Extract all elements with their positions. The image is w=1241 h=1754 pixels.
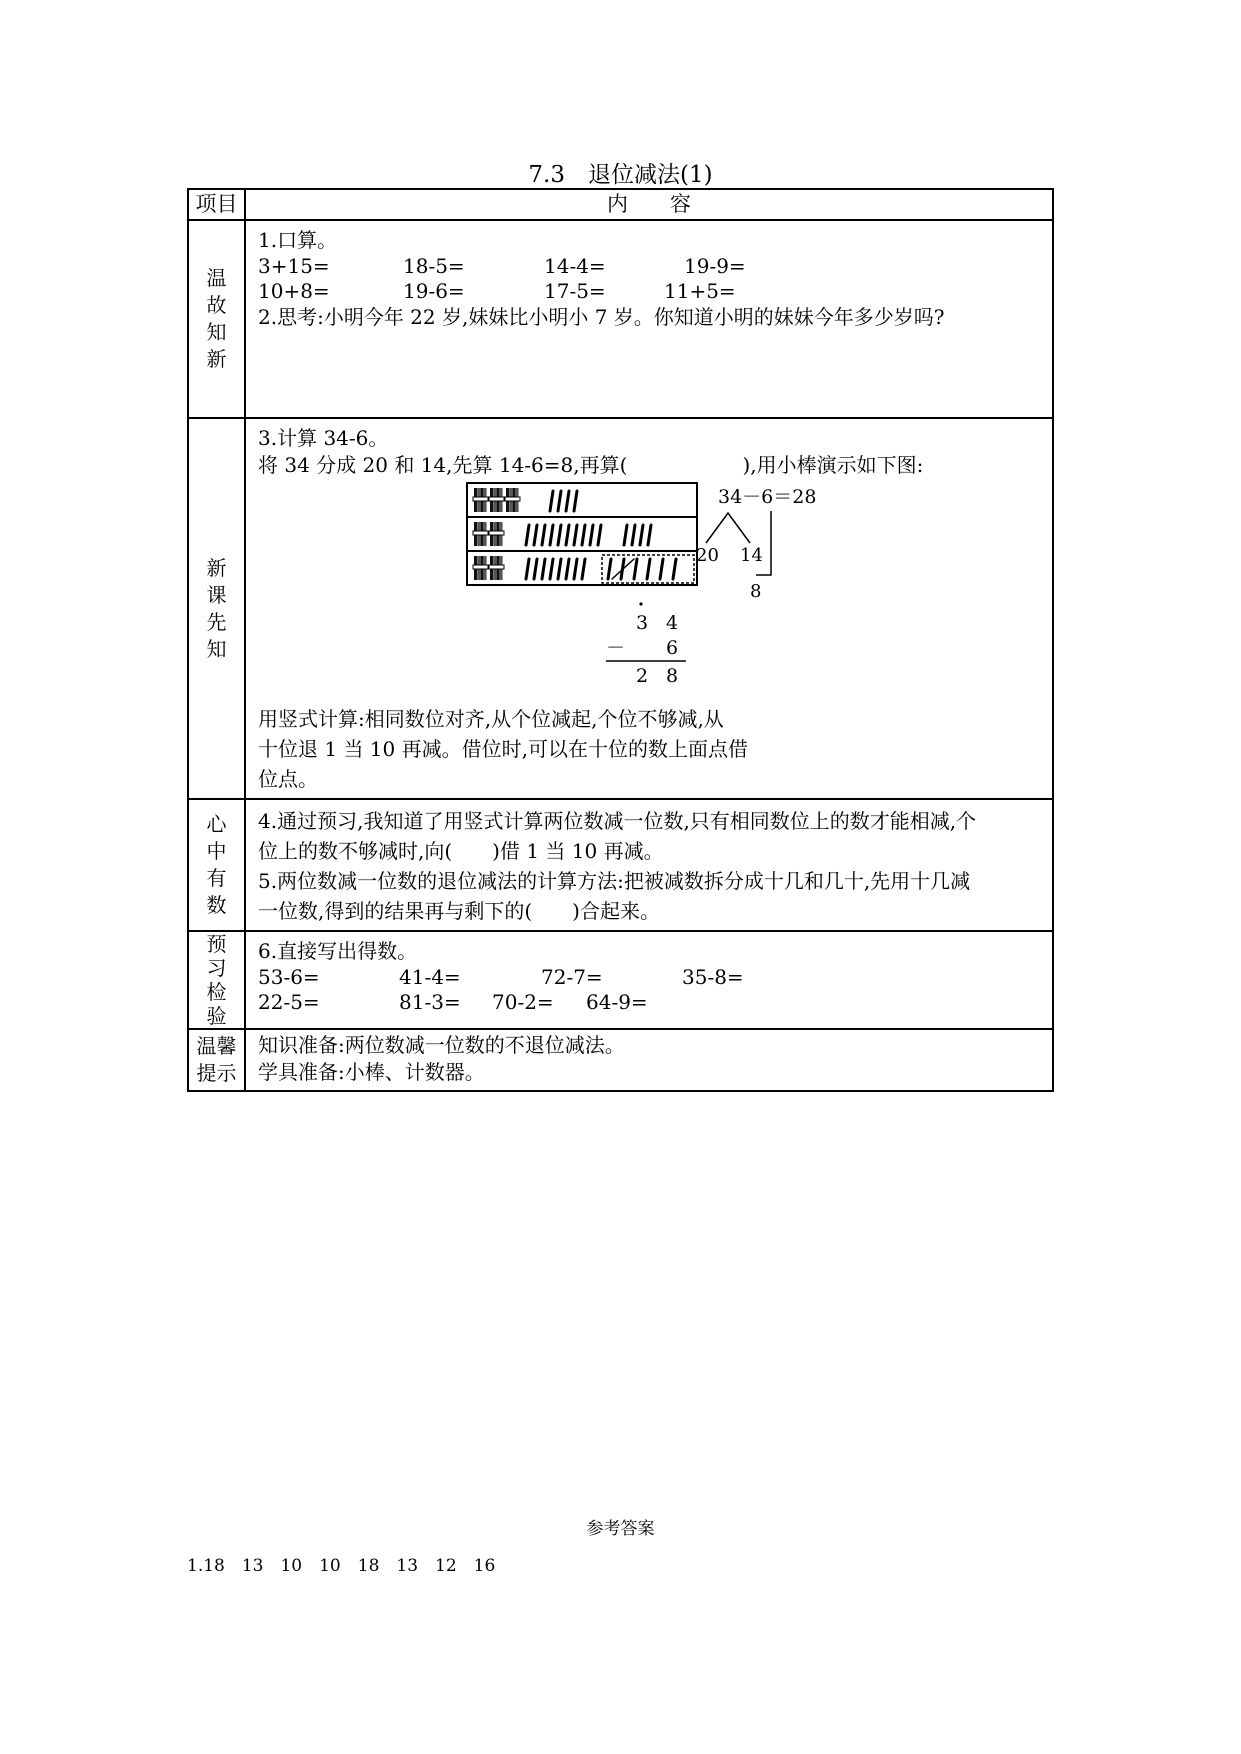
- q6-row-2: 22-5= 81-3= 70-2= 64-9=: [258, 990, 648, 1014]
- single-stick: [582, 525, 585, 545]
- single-stick: [574, 491, 577, 511]
- stick-bundle: [473, 522, 488, 546]
- q3-title: 3.计算 34-6。: [258, 426, 389, 450]
- tips-line-1: 知识准备:两位数减一位数的不退位减法。: [258, 1033, 625, 1057]
- vertical-subtrahend: 6: [666, 637, 679, 659]
- single-stick: [582, 559, 585, 579]
- single-stick: [542, 525, 545, 545]
- q1-title: 1.口算。: [258, 228, 338, 252]
- stick-bundle: [489, 522, 504, 546]
- borrow-dot: [639, 602, 642, 605]
- table-header-row: [188, 189, 1053, 220]
- vertical-result-ones: 8: [666, 665, 679, 687]
- single-stick: [550, 525, 553, 545]
- method-line-2: 十位退 1 当 10 再减。借位时,可以在十位的数上面点借: [258, 737, 748, 761]
- single-stick: [634, 559, 637, 579]
- single-stick: [526, 559, 529, 579]
- single-stick: [558, 559, 561, 579]
- single-stick: [542, 559, 545, 579]
- mind-label: 心 中 有 数: [188, 799, 245, 931]
- check-content: [245, 931, 1053, 1029]
- stick-bundle: [505, 488, 520, 512]
- q1-row-1: 3+15= 18-5= 14-4= 19-9=: [258, 254, 746, 278]
- header-project: 项目: [188, 189, 245, 220]
- single-stick: [550, 491, 553, 511]
- split-result: 8: [750, 581, 762, 602]
- single-stick: [632, 525, 635, 545]
- single-stick: [598, 525, 601, 545]
- single-stick: [526, 525, 529, 545]
- lesson-table: [187, 188, 1054, 1092]
- method-line-1: 用竖式计算:相同数位对齐,从个位减起,个位不够减,从: [258, 707, 724, 731]
- method-line-3: 位点。: [258, 767, 318, 791]
- q5-line-1: 5.两位数减一位数的退位减法的计算方法:把被减数拆分成十几和几十,先用十几减: [258, 869, 971, 893]
- single-stick: [558, 525, 561, 545]
- section-check: [188, 931, 1053, 1029]
- single-stick: [566, 491, 569, 511]
- single-stick: [590, 525, 593, 545]
- split-left: 20: [696, 545, 719, 566]
- vertical-minus: －: [606, 637, 626, 659]
- tips-content: [245, 1029, 1053, 1091]
- page-title: 7.3 退位减法(1): [528, 162, 713, 188]
- stick-bundle: [473, 556, 488, 580]
- q1-row-2: 10+8= 19-6= 17-5= 11+5=: [258, 279, 736, 303]
- vertical-result-tens: 2: [636, 665, 649, 687]
- answers-heading: 参考答案: [586, 1519, 655, 1539]
- q5-line-2: 一位数,得到的结果再与剩下的( )合起来。: [258, 899, 660, 923]
- stick-demo: [258, 479, 1042, 704]
- q3-text: 将 34 分成 20 和 14,先算 14-6=8,再算( ),用小棒演示如下图:: [258, 453, 924, 477]
- single-stick: [534, 525, 537, 545]
- single-stick: [648, 525, 651, 545]
- q6-row-1: 53-6= 41-4= 72-7= 35-8=: [258, 965, 744, 989]
- q2-text: 2.思考:小明今年 22 岁,妹妹比小明小 7 岁。你知道小明的妹妹今年多少岁吗?: [258, 305, 945, 329]
- single-stick: [574, 525, 577, 545]
- single-stick: [566, 525, 569, 545]
- tips-line-2: 学具准备:小棒、计数器。: [258, 1060, 485, 1084]
- single-stick: [608, 559, 611, 579]
- q6-title: 6.直接写出得数。: [258, 939, 418, 963]
- section-mind: [188, 799, 1053, 931]
- stick-bundle: [489, 488, 504, 512]
- single-stick: [673, 559, 676, 579]
- preview-label: 新 课 先 知: [188, 418, 245, 799]
- single-stick: [566, 559, 569, 579]
- single-stick: [534, 559, 537, 579]
- vertical-top-tens: 3: [636, 612, 649, 634]
- single-stick: [660, 559, 663, 579]
- single-stick: [624, 525, 627, 545]
- single-stick: [647, 559, 650, 579]
- split-right: 14: [740, 545, 763, 566]
- single-stick: [550, 559, 553, 579]
- preview-content: [245, 418, 1053, 799]
- header-content: 内 容: [245, 189, 1053, 220]
- q4-line-2: 位上的数不够减时,向( )借 1 当 10 再减。: [258, 839, 664, 863]
- single-stick: [558, 491, 561, 511]
- q4-line-1: 4.通过预习,我知道了用竖式计算两位数减一位数,只有相同数位上的数才能相减,个: [258, 809, 977, 833]
- stick-bundles-figure: [466, 479, 826, 704]
- single-stick: [574, 559, 577, 579]
- review-content: [245, 220, 1053, 418]
- section-review: [188, 220, 1053, 418]
- equation-text: 34－6＝28: [718, 486, 817, 508]
- stick-bundle: [473, 488, 488, 512]
- stick-bundle: [489, 556, 504, 580]
- review-label: 温 故 知 新: [188, 220, 245, 418]
- check-label: 预 习 检 验: [188, 931, 245, 1029]
- answers-line-1: 1.18 13 10 10 18 13 12 16: [187, 1556, 496, 1576]
- section-preview: [188, 418, 1053, 799]
- vertical-top-ones: 4: [666, 612, 679, 634]
- single-stick: [640, 525, 643, 545]
- section-tips: [188, 1029, 1053, 1091]
- tips-label: 温馨 提示: [188, 1029, 245, 1091]
- mind-content: [245, 799, 1053, 931]
